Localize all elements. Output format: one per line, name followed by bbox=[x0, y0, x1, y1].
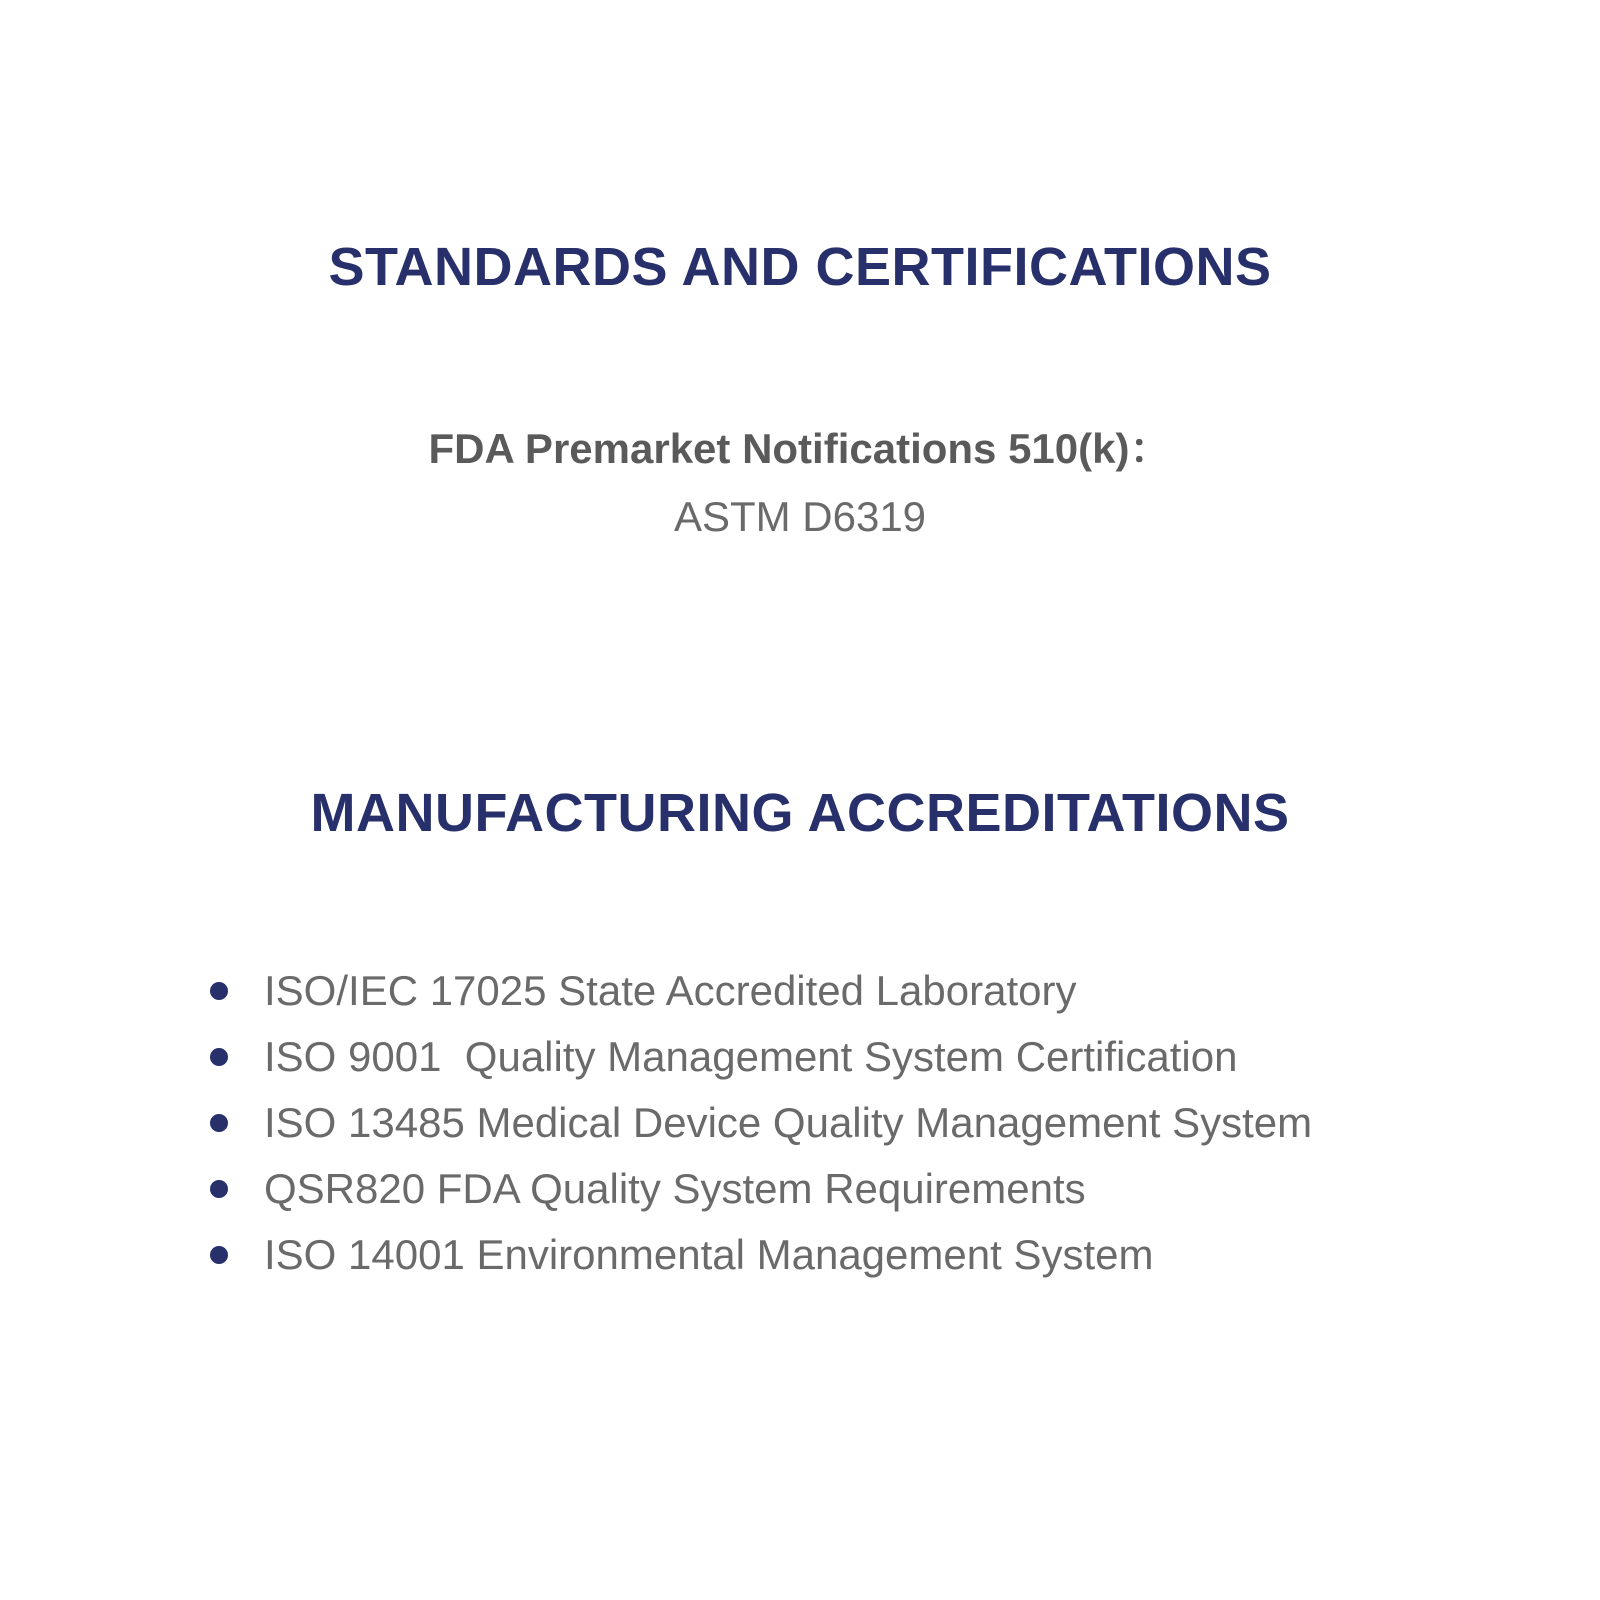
list-item-text: ISO 14001 Environmental Management System bbox=[264, 1231, 1154, 1278]
list-item-text: ISO 9001 Quality Management System Certification bbox=[264, 1033, 1238, 1080]
list-item-text: ISO/IEC 17025 State Accredited Laboratory bbox=[264, 967, 1077, 1014]
fda-notification-value: ASTM D6319 bbox=[673, 493, 927, 540]
list-item-text: QSR820 FDA Quality System Requirements bbox=[264, 1165, 1086, 1212]
list-item bbox=[210, 1090, 1312, 1156]
bullet-icon bbox=[210, 982, 228, 1000]
list-item bbox=[210, 1024, 1312, 1090]
list-item bbox=[210, 1222, 1312, 1288]
bullet-icon bbox=[210, 1048, 228, 1066]
accreditations-heading: MANUFACTURING ACCREDITATIONS bbox=[310, 783, 1290, 843]
list-item bbox=[210, 1156, 1312, 1222]
bullet-icon bbox=[210, 1246, 228, 1264]
fda-notification-label: FDA Premarket Notifications 510(k)： bbox=[428, 425, 1172, 472]
bullet-icon bbox=[210, 1114, 228, 1132]
list-item-text: ISO 13485 Medical Device Quality Management System bbox=[264, 1099, 1313, 1146]
accreditations-list bbox=[210, 958, 1312, 1288]
bullet-icon bbox=[210, 1180, 228, 1198]
list-item bbox=[210, 958, 1312, 1024]
standards-heading: STANDARDS AND CERTIFICATIONS bbox=[328, 237, 1272, 297]
